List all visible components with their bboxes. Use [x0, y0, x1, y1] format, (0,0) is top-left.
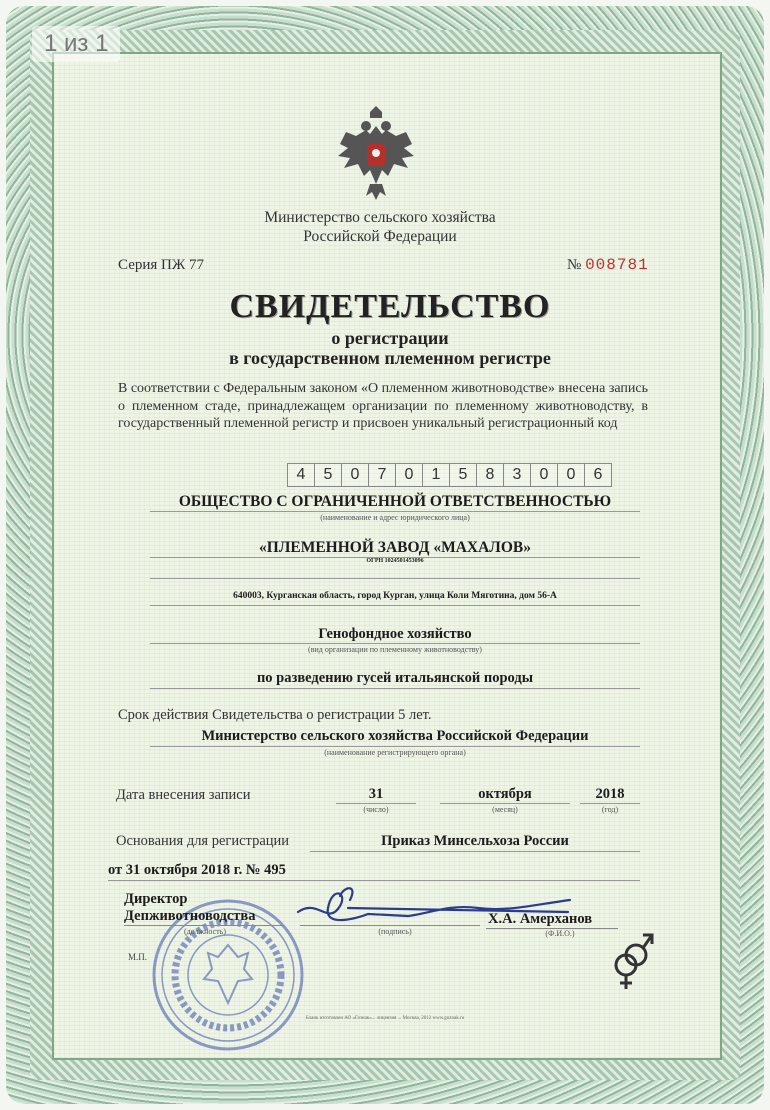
org-address: 640003, Курганская область, город Курган, улица Коли Мяготина, дом 56-А	[233, 591, 557, 601]
signatory-name: Х.А. Амерханов	[488, 911, 593, 927]
date-year: 2018	[595, 786, 625, 802]
code-digit: 0	[530, 463, 558, 487]
basis-label: Основания для регистрации	[116, 833, 290, 849]
code-digit: 3	[503, 463, 531, 487]
code-digit: 1	[422, 463, 450, 487]
subtitle-line2: в государственном племенном регистре	[229, 348, 551, 368]
org-type: Генофондное хозяйство	[318, 626, 472, 642]
number-value: 008781	[585, 256, 649, 274]
registration-code	[288, 463, 612, 487]
ministry-line2: Российской Федерации	[303, 228, 457, 245]
month-underline	[440, 803, 570, 804]
year-caption: (год)	[601, 805, 619, 814]
month-caption: (месяц)	[492, 805, 518, 814]
org-form-underline	[150, 511, 640, 512]
activity: по разведению гусей итальянской породы	[256, 670, 534, 686]
position-underline	[124, 925, 284, 926]
male-female-symbol-icon	[612, 925, 656, 991]
authority-underline	[150, 746, 640, 747]
registering-authority: Министерство сельского хозяйства Российской Федерации	[201, 728, 589, 744]
basis-underline	[310, 851, 640, 852]
date-month: октября	[478, 786, 532, 802]
day-caption: (число)	[363, 805, 389, 814]
code-digit: 6	[584, 463, 612, 487]
basis-order: от 31 октября 2018 г. № 495	[108, 862, 286, 878]
document-title: СВИДЕТЕЛЬСТВО	[229, 288, 551, 325]
number-prefix: №	[567, 257, 582, 273]
signature-underline	[300, 925, 480, 926]
authority-caption: (наименование регистрирующего органа)	[324, 748, 466, 757]
validity: Срок действия Свидетельства о регистрации 5 лет.	[118, 707, 432, 723]
subtitle-line1: о регистрации	[331, 328, 449, 348]
org-form-caption: (наименование и адрес юридического лица)	[320, 513, 470, 522]
intro-paragraph: В соответствии с Федеральным законом «О племенном животноводстве» внесена запись о племенном стаде, принадлежащем организации по племенному животноводству, в государственный племенной регистр и присвоен уникальный регистрационный код	[118, 381, 648, 431]
ministry-line1: Министерство сельского хозяйства	[264, 209, 496, 226]
position-line1: Директор	[124, 891, 188, 907]
org-type-caption: (вид организации по племенному животноводству)	[308, 645, 482, 654]
seal-place-label: М.П.	[128, 952, 148, 962]
signature-caption: (подпись)	[378, 927, 412, 936]
signatory-position	[124, 891, 256, 925]
page-counter: 1 из 1	[32, 26, 120, 62]
year-underline	[580, 803, 640, 804]
double-headed-eagle-icon	[326, 104, 426, 204]
certificate-number	[567, 256, 649, 274]
position-caption: (должность)	[184, 927, 226, 936]
code-digit: 5	[449, 463, 477, 487]
org-name: «ПЛЕМЕННОЙ ЗАВОД «МАХАЛОВ»	[259, 539, 531, 556]
address-underline	[150, 605, 640, 606]
code-digit: 5	[314, 463, 342, 487]
date-label: Дата внесения записи	[116, 787, 251, 803]
blank-underline	[150, 578, 640, 579]
date-day: 31	[368, 786, 384, 802]
blank-footer: Бланк изготовлен АО «Гознак»... лицензия ... Москва, 2012 www.goznak.ru	[305, 1016, 465, 1021]
position-line2: Депживотноводства	[124, 908, 256, 924]
name-caption: (Ф.И.О.)	[545, 929, 575, 938]
code-digit: 0	[395, 463, 423, 487]
document-subtitle	[120, 328, 660, 368]
code-digit: 7	[368, 463, 396, 487]
code-digit: 4	[287, 463, 315, 487]
code-digit: 8	[476, 463, 504, 487]
ministry-heading	[160, 208, 600, 246]
series-label: Серия ПЖ 77	[118, 257, 205, 273]
day-underline	[336, 803, 416, 804]
code-digit: 0	[557, 463, 585, 487]
ogrn: ОГРН 1024501453096	[366, 558, 424, 564]
code-digit: 0	[341, 463, 369, 487]
basis-value: Приказ Минсельхоза России	[381, 833, 569, 849]
org-type-underline	[150, 643, 640, 644]
org-legal-form: ОБЩЕСТВО С ОГРАНИЧЕННОЙ ОТВЕТСТВЕННОСТЬЮ	[178, 493, 612, 510]
activity-underline	[150, 688, 640, 689]
